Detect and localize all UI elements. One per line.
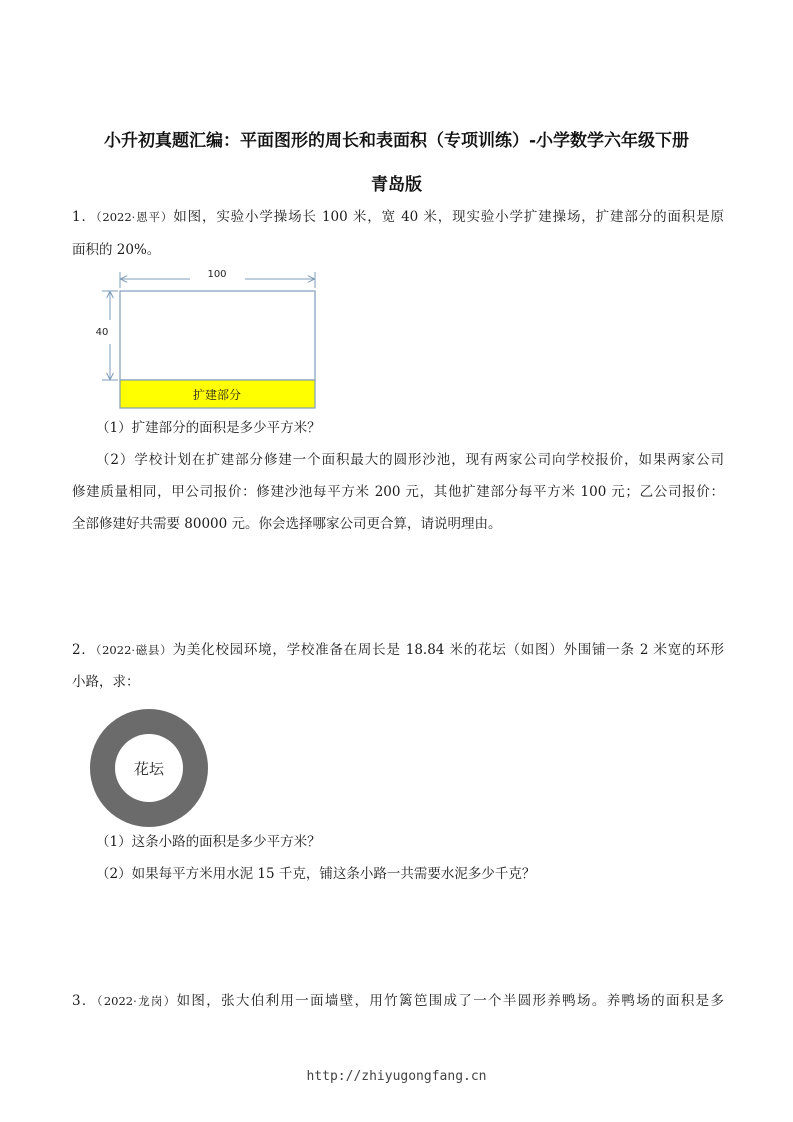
question-1-sub-2-line-1: （2）学校计划在扩建部分修建一个面积最大的圆形沙池，现有两家公司向学校报价，如果两家公司 <box>96 452 724 468</box>
flower-bed-label: 花坛 <box>133 760 165 778</box>
question-1-text: 如图，实验小学操场长 100 米，宽 40 米，现实验小学扩建操场，扩建部分的面积是原 <box>173 209 725 225</box>
question-3-number: 3． <box>72 993 97 1009</box>
question-1-sub-1: （1）扩建部分的面积是多少平方米？ <box>96 420 321 436</box>
question-3-line-1 <box>72 991 724 1011</box>
question-2-text: 为美化校园环境，学校准备在周长是 18.84 米的花坛（如图）外围铺一条 2 米宽的环形 <box>172 642 725 658</box>
question-2-source: （2022·磁县） <box>95 643 173 657</box>
question-1-line-2: 面积的 20%。 <box>72 242 161 258</box>
length-label: 100 <box>207 269 227 280</box>
footer-url[interactable]: http://zhiyugongfang.cn <box>306 1069 487 1084</box>
question-3-source: （2022·龙岗） <box>96 994 177 1008</box>
question-3-text: 如图，张大伯利用一面墙壁，用竹篱笆围成了一个半圆形养鸭场。养鸭场的面积是多 <box>176 993 725 1009</box>
width-label: 40 <box>95 327 109 338</box>
question-2-sub-2: （2）如果每平方米用水泥 15 千克，铺这条小路一共需要水泥多少千克？ <box>96 866 536 882</box>
page-title: 小升初真题汇编：平面图形的周长和表面积（专项训练）-小学数学六年级下册 <box>103 131 690 151</box>
question-1-line-1 <box>72 207 724 227</box>
question-1-figure <box>95 262 335 412</box>
question-1-sub-2-line-2: 修建质量相同，甲公司报价：修建沙池每平方米 200 元，其他扩建部分每平方米 100 元；乙公司报价： <box>72 484 724 500</box>
question-2-line-1 <box>72 640 724 660</box>
expansion-label: 扩建部分 <box>192 388 242 402</box>
question-1-source: （2022·恩平） <box>95 210 174 224</box>
question-2-line-2: 小路，求： <box>72 674 140 690</box>
question-2-number: 2． <box>72 642 96 658</box>
question-2-figure <box>88 707 210 829</box>
playground-rect <box>120 291 315 380</box>
question-2-sub-1: （1）这条小路的面积是多少平方米？ <box>96 834 321 850</box>
question-1-sub-2-line-3: 全部修建好共需要 80000 元。你会选择哪家公司更合算，请说明理由。 <box>72 516 502 532</box>
question-1-number: 1． <box>72 209 96 225</box>
page-title-line2: 青岛版 <box>371 175 422 195</box>
